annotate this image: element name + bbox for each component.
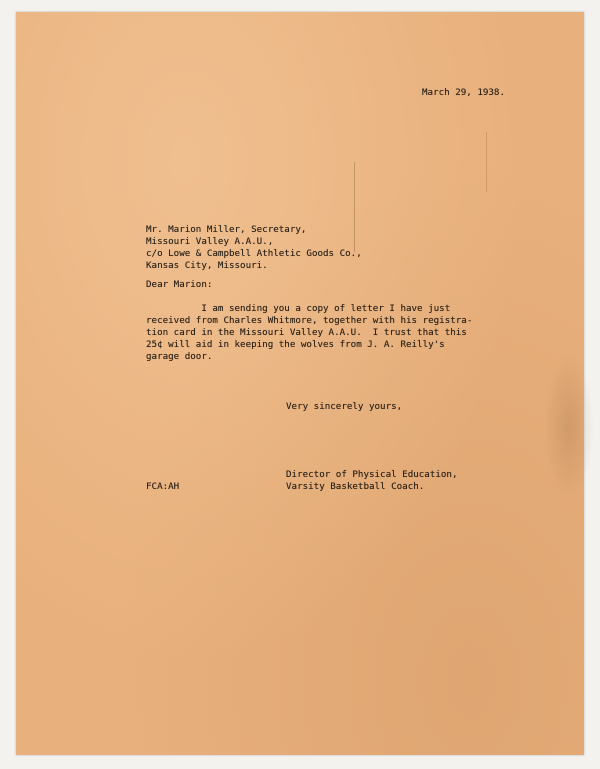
recipient-address [146,224,362,272]
body-line: garage door. [146,351,213,362]
salutation: Dear Marion: [146,279,213,290]
paper-stain [544,352,594,502]
address-line: Mr. Marion Miller, Secretary, [146,224,307,235]
complimentary-close: Very sincerely yours, [286,401,403,412]
address-line: Missouri Valley A.A.U., [146,236,274,247]
letter-paper [16,12,584,755]
letter-date: March 29, 1938. [422,87,505,98]
body-line: received from Charles Whitmore, together with his registra- [146,315,473,326]
signature-block [286,469,457,493]
address-line: Kansas City, Missouri. [146,260,268,271]
signature-title: Director of Physical Education, [286,469,458,480]
address-line: c/o Lowe & Campbell Athletic Goods Co., [146,248,362,259]
letter-body [146,303,472,363]
signature-title: Varsity Basketball Coach. [286,481,425,492]
body-line: tion card in the Missouri Valley A.A.U. I trust that this [146,327,467,338]
body-line: I am sending you a copy of letter I have just [146,303,451,314]
body-line: 25¢ will aid in keeping the wolves from J. A. Reilly's [146,339,445,350]
reference-initials: FCA:AH [146,481,180,492]
paper-crease [486,132,487,192]
